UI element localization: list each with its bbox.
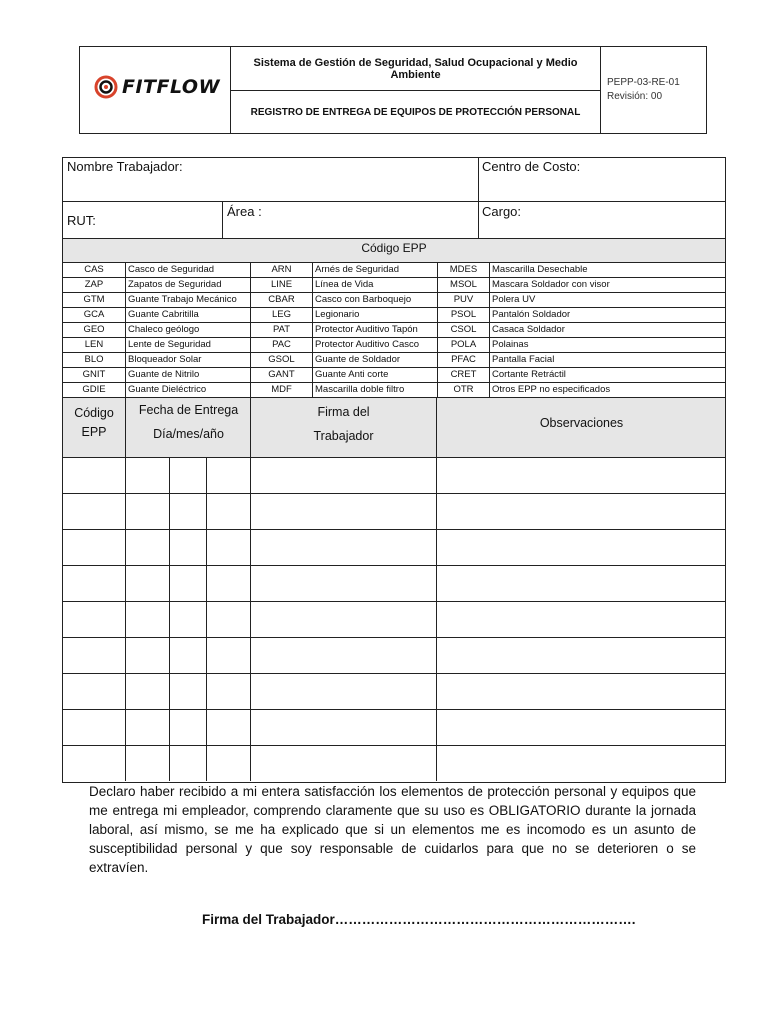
epp-description: Guante Cabritilla [125, 308, 250, 322]
entry-cell-divider [206, 602, 207, 637]
entry-row[interactable] [63, 493, 725, 529]
entry-cell-divider [206, 530, 207, 565]
epp-description: Polainas [489, 338, 725, 352]
worker-signature-line[interactable]: Firma del Trabajador…………………………………………………………. [202, 912, 636, 927]
entry-cell-divider [169, 674, 170, 709]
epp-code: GANT [250, 368, 312, 382]
entry-cell-divider [250, 710, 251, 745]
entry-cell-divider [169, 710, 170, 745]
logo-cell [80, 47, 231, 133]
entry-cell-divider [436, 530, 437, 565]
entry-cell-divider [436, 566, 437, 601]
entry-cell-divider [250, 746, 251, 781]
column-code-header [63, 398, 125, 458]
epp-description: Mascara Soldador con visor [489, 278, 725, 292]
epp-form [62, 157, 726, 783]
doc-meta [601, 47, 706, 133]
epp-description: Casco de Seguridad [125, 263, 250, 277]
column-signature-line1: Firma del [317, 405, 370, 419]
entry-cell-divider [250, 530, 251, 565]
entry-row[interactable] [63, 637, 725, 673]
entry-row[interactable] [63, 457, 725, 493]
document-header [79, 46, 707, 134]
epp-description: Casaca Soldador [489, 323, 725, 337]
epp-code: BLO [84, 354, 104, 365]
epp-code: LINE [250, 278, 312, 292]
epp-description: Guante Dieléctrico [125, 383, 250, 397]
epp-code: GSOL [250, 353, 312, 367]
entry-cell-divider [169, 746, 170, 781]
column-signature-line2: Trabajador [313, 429, 374, 443]
epp-description: Pantalla Facial [489, 353, 725, 367]
entry-cell-divider [125, 458, 126, 493]
rut-label: RUT: [67, 213, 96, 228]
entry-cell-divider [169, 494, 170, 529]
epp-code-row [63, 337, 725, 352]
epp-description: Chaleco geólogo [125, 323, 250, 337]
epp-code: GNIT [82, 369, 106, 380]
entry-cell-divider [250, 602, 251, 637]
entry-cell-divider [250, 566, 251, 601]
system-title: Sistema de Gestión de Seguridad, Salud Ocupacional y Medio Ambiente [231, 47, 601, 91]
entry-cell-divider [125, 710, 126, 745]
column-date-line1: Fecha de Entrega [138, 403, 239, 417]
entry-cell-divider [250, 674, 251, 709]
epp-description: Polera UV [489, 293, 725, 307]
entry-cell-divider [125, 530, 126, 565]
epp-code-row [63, 277, 725, 292]
entry-row[interactable] [63, 709, 725, 745]
column-date-header [125, 398, 251, 458]
entry-cell-divider [169, 638, 170, 673]
epp-description: Guante Anti corte [312, 368, 437, 382]
entry-row[interactable] [63, 673, 725, 709]
column-date-line2: Día/mes/año [153, 427, 224, 441]
epp-code: GDIE [82, 384, 106, 395]
divider [478, 158, 479, 238]
entry-cell-divider [206, 710, 207, 745]
entry-cell-divider [125, 494, 126, 529]
epp-code: ZAP [84, 279, 104, 290]
entry-cell-divider [206, 494, 207, 529]
epp-code: MSOL [437, 278, 489, 292]
epp-description: Mascarilla Desechable [489, 263, 725, 277]
entry-cell-divider [169, 530, 170, 565]
epp-description: Otros EPP no especificados [489, 383, 725, 397]
entry-cell-divider [436, 746, 437, 781]
epp-code: ARN [250, 263, 312, 277]
entry-cell-divider [125, 638, 126, 673]
epp-description: Legionario [312, 308, 437, 322]
entry-row[interactable] [63, 565, 725, 601]
cost-center-label: Centro de Costo: [482, 159, 581, 174]
epp-code-row [63, 367, 725, 382]
epp-description: Arnés de Seguridad [312, 263, 437, 277]
logo-text: FITFLOW [122, 76, 221, 98]
epp-code: PUV [437, 293, 489, 307]
epp-code: CSOL [437, 323, 489, 337]
epp-code: OTR [437, 383, 489, 397]
entry-row[interactable] [63, 601, 725, 637]
epp-code-row [63, 322, 725, 337]
epp-code-row [63, 307, 725, 322]
entry-cell-divider [250, 638, 251, 673]
entry-cell-divider [206, 746, 207, 781]
epp-code-row [63, 262, 725, 277]
epp-code: PSOL [437, 308, 489, 322]
entry-cell-divider [206, 638, 207, 673]
epp-description: Guante de Nitrilo [125, 368, 250, 382]
doc-code: PEPP-03-RE-01 [607, 77, 680, 88]
position-label: Cargo: [482, 204, 522, 219]
epp-code: PAT [250, 323, 312, 337]
epp-code: LEG [250, 308, 312, 322]
entry-row[interactable] [63, 745, 725, 781]
epp-code-row [63, 382, 725, 397]
epp-code-row [63, 292, 725, 307]
divider [222, 201, 223, 238]
epp-description: Lente de Seguridad [125, 338, 250, 352]
column-observations-header: Observaciones [436, 398, 726, 458]
epp-description: Zapatos de Seguridad [125, 278, 250, 292]
epp-section-title: Código EPP [63, 238, 725, 262]
epp-code: CAS [84, 264, 104, 275]
entry-cell-divider [250, 458, 251, 493]
company-logo [94, 75, 220, 99]
entry-cell-divider [436, 710, 437, 745]
epp-description: Casco con Barboquejo [312, 293, 437, 307]
entry-cell-divider [250, 494, 251, 529]
epp-description: Cortante Retráctil [489, 368, 725, 382]
epp-code-row [63, 352, 725, 367]
epp-description: Guante de Soldador [312, 353, 437, 367]
entry-cell-divider [436, 638, 437, 673]
epp-code: PFAC [437, 353, 489, 367]
epp-code: LEN [84, 339, 104, 350]
epp-description: Mascarilla doble filtro [312, 383, 437, 397]
area-label: Área : [227, 204, 262, 219]
entry-cell-divider [436, 494, 437, 529]
declaration-text: Declaro haber recibido a mi entera satisfacción los elementos de protección personal y equipos que me entrega mi empleador, comprendo claramente que su uso es OBLIGATORIO durante la jornada laboral, así mismo, se me ha explicado que si un elementos me es incomodo es un asunto de susceptibilidad personal y que soy responsable de cuidarlos para que no se deterioren o se extravíen. [89, 784, 696, 875]
epp-code: POLA [437, 338, 489, 352]
doc-revision: Revisión: 00 [607, 91, 663, 102]
column-code-line1: Código [74, 406, 114, 420]
entry-cell-divider [206, 458, 207, 493]
entry-cell-divider [206, 674, 207, 709]
epp-code: GTM [83, 294, 105, 305]
epp-code: CBAR [250, 293, 312, 307]
epp-description: Protector Auditivo Casco [312, 338, 437, 352]
form-title: REGISTRO DE ENTREGA DE EQUIPOS DE PROTECCIÓN PERSONAL [231, 91, 601, 133]
entry-cell-divider [206, 566, 207, 601]
entry-cell-divider [125, 602, 126, 637]
epp-description: Protector Auditivo Tapón [312, 323, 437, 337]
entry-cell-divider [169, 602, 170, 637]
epp-code: CRET [437, 368, 489, 382]
epp-description: Bloqueador Solar [125, 353, 250, 367]
entry-cell-divider [436, 602, 437, 637]
epp-code: GEO [83, 324, 105, 335]
worker-name-label: Nombre Trabajador: [67, 159, 183, 174]
columns-header [63, 397, 725, 457]
epp-code: MDF [250, 383, 312, 397]
epp-description: Línea de Vida [312, 278, 437, 292]
epp-description: Guante Trabajo Mecánico [125, 293, 250, 307]
entry-cell-divider [125, 746, 126, 781]
entry-cell-divider [125, 674, 126, 709]
entry-cell-divider [125, 566, 126, 601]
epp-code: PAC [250, 338, 312, 352]
entry-cell-divider [436, 458, 437, 493]
epp-code: MDES [437, 263, 489, 277]
entry-cell-divider [169, 458, 170, 493]
entry-cell-divider [169, 566, 170, 601]
epp-description: Pantalón Soldador [489, 308, 725, 322]
fitflow-logo-icon [94, 75, 118, 99]
entry-cell-divider [436, 674, 437, 709]
entry-row[interactable] [63, 529, 725, 565]
divider [63, 201, 725, 202]
column-signature-header [250, 398, 436, 458]
epp-code: GCA [83, 309, 105, 320]
column-code-line2: EPP [81, 425, 107, 439]
